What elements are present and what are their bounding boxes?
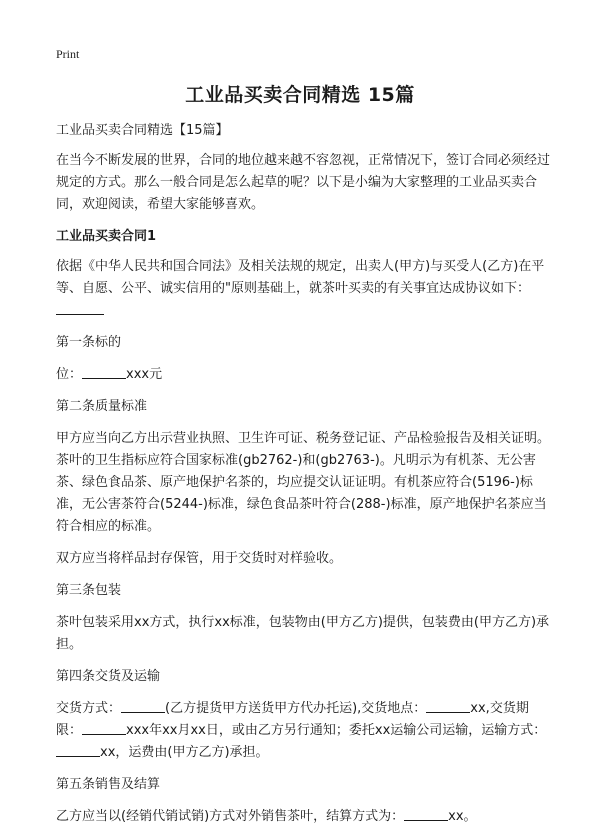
blank-line [82,720,126,735]
article-3-heading: 第三条包装 [56,583,122,598]
freight-text: xx，运费由(甲方乙方)承担。 [100,745,269,760]
delivery-period-label: xx,交货期限： [56,701,529,738]
settlement-text: 乙方应当以(经销代销试销)方式对外销售茶叶，结算方式为： [56,809,405,824]
unit-suffix: xxx元 [126,367,163,382]
article-5-heading: 第五条销售及结算 [56,777,161,792]
blank-line [404,806,448,821]
page-title: 工业品买卖合同精选 15篇 [185,84,415,106]
delivery-location-label: (乙方提货甲方送货甲方代办托运),交货地点： [165,701,427,716]
article-3-text: 茶叶包装采用xx方式，执行xx标准，包装物由(甲方乙方)提供，包装费由(甲方乙方)承担。 [56,615,550,652]
article-2-sample-text: 双方应当将样品封存保管，用于交货时对样验收。 [56,551,343,566]
blank-line [56,742,100,757]
article-4-text [56,698,551,764]
contract-preamble [56,256,551,322]
delivery-method-label: 交货方式： [56,701,122,716]
settlement-suffix: xx。 [448,809,477,824]
document-subtitle: 工业品买卖合同精选【15篇】 [56,123,229,138]
blank-line [121,698,165,713]
intro-paragraph: 在当今不断发展的世界，合同的地位越来越不容忽视，正常情况下，签订合同必须经过规定的方式。那么一般合同是怎么起草的呢？以下是小编为大家整理的工业品买卖合同，欢迎阅读，希望大家能够喜欢。 [56,153,551,212]
article-2-heading: 第二条质量标准 [56,399,148,414]
blank-line [56,300,104,315]
blank-line [82,364,126,379]
preamble-text: 依据《中华人民共和国合同法》及相关法规的规定，出卖人(甲方)与买受人(乙方)在平等、自愿、公平、诚实信用的"原则基础上，就茶叶买卖的有关事宜达成协议如下： [56,259,545,296]
transport-text: xxx年xx月xx日，或由乙方另行通知；委托xx运输公司运输，运输方式： [126,723,547,738]
article-4-heading: 第四条交货及运输 [56,669,161,684]
section-heading-contract-1: 工业品买卖合同1 [56,229,157,244]
article-1-heading: 第一条标的 [56,335,122,350]
unit-prefix: 位： [56,367,83,382]
article-2-text: 甲方应当向乙方出示营业执照、卫生许可证、税务登记证、产品检验报告及相关证明。茶叶的卫生指标应符合国家标准(gb2762-)和(gb2763-)。凡明示为有机茶、无公害茶、绿色食品茶、原产地保护名茶的，均应提交认证证明。有机茶应符合(5196-)标准，无公害茶符合(5244-)标准，绿色食品茶叶符合(288-)标准，原产地保护名茶应当符合相应的标准。 [56,431,551,534]
article-1-unit [56,364,551,386]
article-5-text [56,806,551,828]
document-body [56,120,551,838]
blank-line [426,698,470,713]
print-label[interactable]: Print [56,47,80,61]
